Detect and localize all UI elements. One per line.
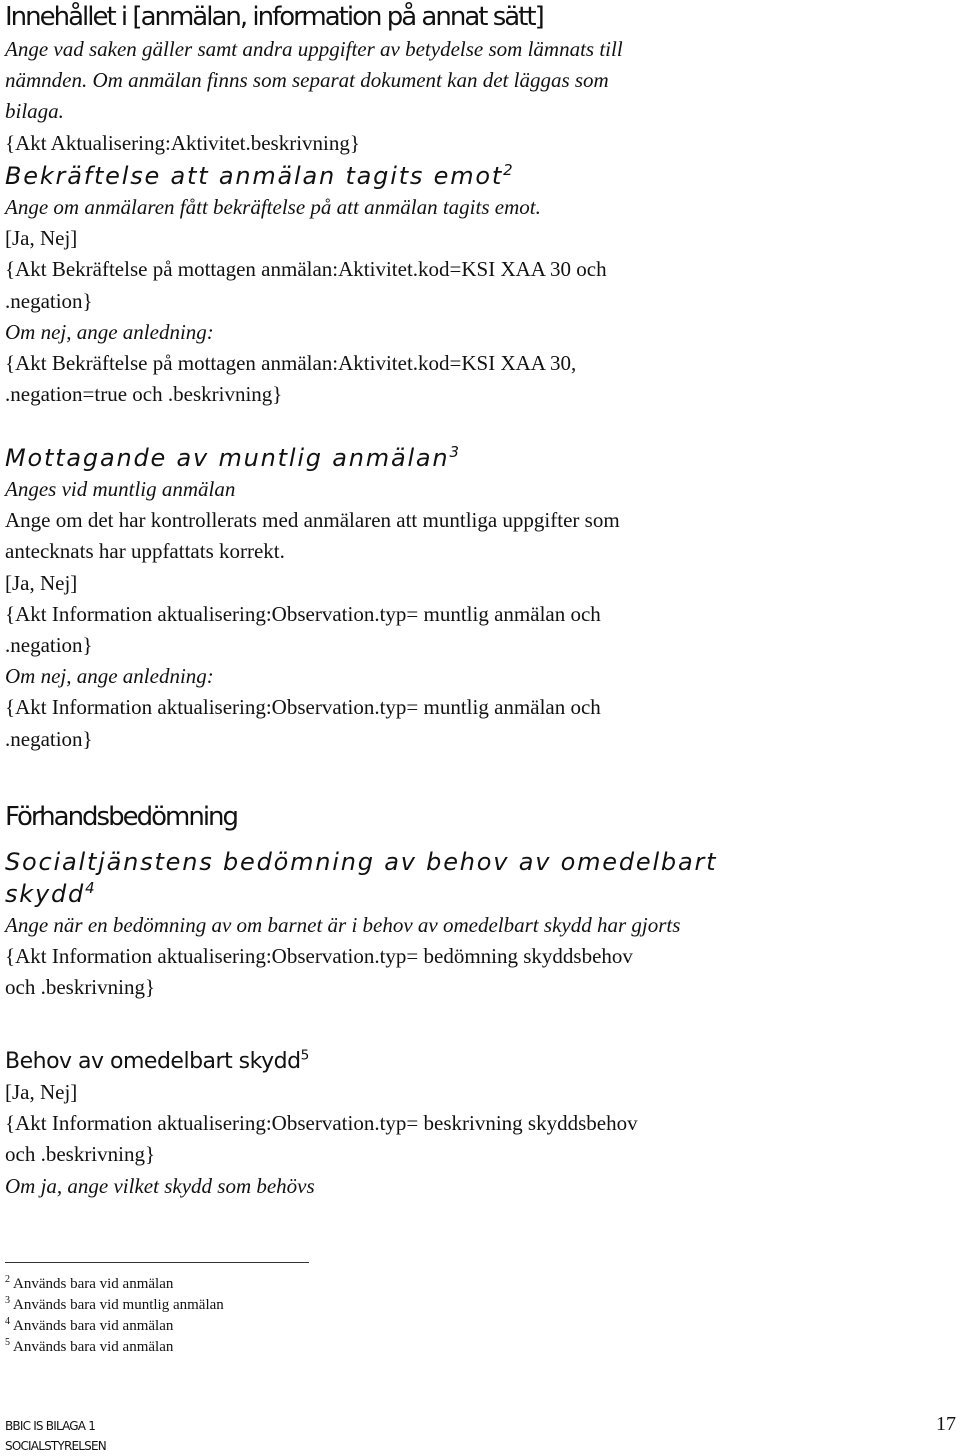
field-code: {Akt Bekräftelse på mottagen anmälan:Aktivitet.kod=KSI XAA 30 och: [5, 257, 607, 282]
footnote: [5, 1274, 960, 1295]
field-code: {Akt Aktualisering:Aktivitet.beskrivning}: [5, 130, 360, 155]
answer-options: [Ja, Nej]: [5, 570, 78, 595]
field-code: och .beskrivning}: [5, 975, 156, 1000]
footnote-ref: 2: [503, 161, 513, 179]
field-code: {Akt Bekräftelse på mottagen anmälan:Aktivitet.kod=KSI XAA 30,: [5, 351, 577, 376]
section-socialtjanst: [5, 846, 960, 1004]
footnote-ref: 4: [85, 879, 95, 897]
section-forhandsbedomning: [5, 800, 960, 834]
body-line: Ange om det har kontrollerats med anmälaren att muntliga uppgifter som: [5, 508, 620, 533]
heading-text: Bekräftelse att anmälan tagits emot: [5, 162, 504, 190]
instruction-line: Anges vid muntlig anmälan: [5, 477, 236, 501]
footnote-text: Används bara vid anmälan: [13, 1276, 174, 1292]
field-code: .negation}: [5, 633, 93, 658]
instruction-line: nämnden. Om anmälan finns som separat dokument kan det läggas som: [5, 68, 609, 93]
field-code: {Akt Information aktualisering:Observation.typ= muntlig anmälan och: [5, 601, 601, 626]
heading-text: skydd: [5, 880, 86, 908]
section-behov: [5, 1047, 960, 1202]
section-mottagande: [5, 442, 960, 755]
footnote-number: 4: [5, 1316, 10, 1327]
field-code: och .beskrivning}: [5, 1142, 156, 1167]
section-innehallet: [5, 0, 960, 159]
field-code: {Akt Information aktualisering:Observation.typ= beskrivning skyddsbehov: [5, 1111, 638, 1136]
section-bekraftelse: [5, 160, 960, 410]
footnotes: [5, 1274, 960, 1358]
instruction-line: Ange vad saken gäller samt andra uppgifter av betydelse som lämnats till: [5, 37, 623, 61]
footer-document-id: BBIC IS BILAGA 1: [5, 1419, 96, 1433]
instruction-line: Ange om anmälaren fått bekräftelse på att anmälan tagits emot.: [5, 195, 541, 219]
instruction-line: Ange när en bedömning av om barnet är i behov av omedelbart skydd har gjorts: [5, 913, 681, 937]
heading-mottagande: [5, 442, 960, 474]
footnote-number: 2: [5, 1274, 10, 1285]
footer-organization: SOCIALSTYRELSEN: [5, 1439, 106, 1453]
field-code: .negation=true och .beskrivning}: [5, 382, 283, 407]
page-footer: [5, 1416, 960, 1456]
footnote-number: 3: [5, 1295, 10, 1306]
heading-socialtjanst-cont: [5, 878, 960, 910]
heading-text: Behov av omedelbart skydd: [5, 1049, 301, 1074]
page-number: 17: [936, 1413, 956, 1435]
field-code: .negation}: [5, 726, 93, 751]
heading-innehallet: Innehållet i [anmälan, information på annat sätt]: [5, 2, 543, 32]
footnote-divider: [5, 1262, 309, 1263]
answer-options: [Ja, Nej]: [5, 226, 78, 251]
footnote-text: Används bara vid anmälan: [13, 1318, 174, 1334]
field-code: {Akt Information aktualisering:Observation.typ= bedömning skyddsbehov: [5, 944, 633, 969]
heading-bekraftelse: [5, 160, 960, 192]
heading-behov: [5, 1047, 960, 1077]
heading-text: Mottagande av muntlig anmälan: [5, 444, 450, 472]
heading-forhandsbedomning: Förhandsbedömning: [5, 802, 238, 832]
field-code: .negation}: [5, 288, 93, 313]
footnote-text: Används bara vid anmälan: [13, 1339, 174, 1355]
footnote: [5, 1337, 960, 1358]
answer-options: [Ja, Nej]: [5, 1080, 78, 1104]
footnote-ref: 5: [300, 1047, 310, 1064]
instruction-line: bilaga.: [5, 99, 64, 124]
footnote-ref: 3: [449, 443, 459, 461]
heading-socialtjanst: Socialtjänstens bedömning av behov av omedelbart: [5, 848, 718, 876]
footnote: [5, 1295, 960, 1316]
footnote-number: 5: [5, 1337, 10, 1348]
footnote: [5, 1316, 960, 1337]
follow-up-prompt: Om nej, ange anledning:: [5, 664, 214, 689]
footnote-text: Används bara vid muntlig anmälan: [13, 1297, 224, 1313]
follow-up-prompt: Om nej, ange anledning:: [5, 319, 214, 344]
body-line: antecknats har uppfattats korrekt.: [5, 539, 285, 564]
field-code: {Akt Information aktualisering:Observation.typ= muntlig anmälan och: [5, 695, 601, 720]
follow-up-prompt: Om ja, ange vilket skydd som behövs: [5, 1173, 315, 1198]
